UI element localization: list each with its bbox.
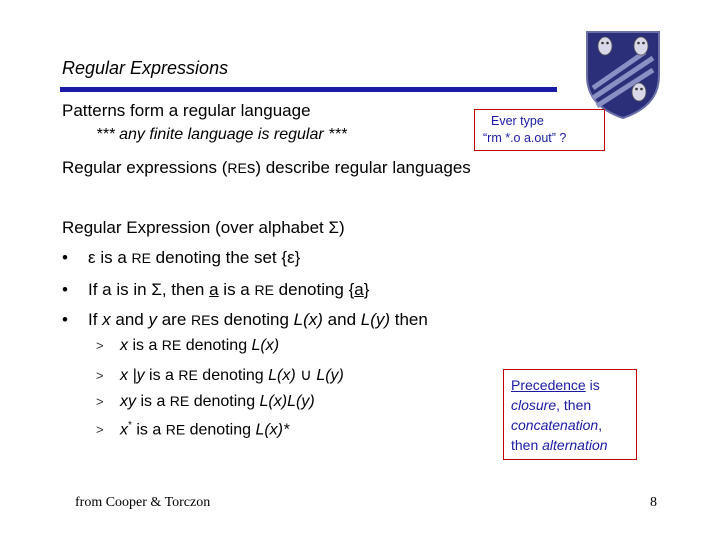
expr: x: [120, 421, 128, 439]
precedence-line-1: [511, 375, 629, 395]
text: denoting: [189, 393, 260, 410]
var-y: y: [148, 310, 157, 329]
bullet-compound: [62, 310, 428, 330]
sub-bullet-icon: >: [96, 368, 104, 383]
text: is in: [111, 280, 152, 299]
sigma-symbol: Σ: [328, 218, 339, 237]
lang: L(x): [268, 367, 296, 384]
lang-ly: L(y): [360, 310, 391, 329]
def-heading-suffix: ): [339, 218, 345, 237]
text: and: [110, 310, 149, 329]
text: }: [363, 280, 370, 299]
re-desc-prefix: Regular expressions (: [62, 158, 228, 177]
rm-callout: [474, 109, 605, 151]
text: then: [390, 310, 428, 329]
re-abbr: RE: [227, 160, 247, 176]
text: ,: [598, 417, 603, 433]
text: and: [322, 310, 361, 329]
re-abbr: RE: [178, 367, 198, 383]
re-abbr: RE: [165, 421, 186, 438]
bullet-epsilon: [62, 248, 300, 268]
text: s denoting: [210, 310, 294, 329]
text: , then: [556, 397, 592, 413]
re-abbr: RE: [191, 312, 211, 328]
precedence-word: Precedence: [511, 377, 586, 393]
callout-line-1: Ever type: [491, 114, 544, 128]
lang: L(x): [251, 337, 280, 354]
sub-item-closure: [96, 420, 289, 439]
text: denoting: [181, 337, 252, 354]
epsilon: ε: [287, 248, 295, 267]
epsilon: ε: [88, 248, 96, 267]
title-rule: [60, 87, 557, 92]
text: is a: [95, 248, 132, 267]
callout-line-2: “rm *.o a.out” ?: [483, 131, 567, 145]
def-heading-prefix: Regular Expression (over alphabet: [62, 218, 329, 237]
definition-heading: [62, 218, 345, 238]
closure-word: closure: [511, 397, 557, 413]
union-symbol: ∪: [295, 367, 317, 384]
var-x: x: [102, 310, 111, 329]
lang-lx: L(x): [293, 310, 323, 329]
text: is a: [131, 421, 166, 439]
text: is: [585, 377, 600, 393]
text: are: [156, 310, 192, 329]
re-abbr: RE: [254, 282, 274, 298]
page-number: 8: [650, 495, 657, 510]
expr: x: [120, 337, 128, 354]
text: then: [511, 437, 543, 453]
symbol-a-underlined: a: [354, 280, 364, 299]
slide-title: Regular Expressions: [62, 58, 229, 78]
bullet-symbol-a: [62, 280, 369, 300]
star-superscript: *: [128, 420, 132, 431]
re-abbr: RE: [161, 337, 182, 353]
alternation-word: alternation: [542, 437, 608, 453]
intro-text: Patterns form a regular language: [62, 101, 311, 120]
text: denoting the set {: [150, 248, 288, 267]
symbol-a: a: [102, 280, 112, 299]
lang: L(y): [316, 367, 344, 384]
sub-bullet-icon: >: [96, 394, 104, 409]
precedence-line-4: [511, 435, 629, 455]
expr: xy: [120, 393, 136, 410]
sub-item-x: [96, 337, 279, 355]
text: denoting {: [273, 280, 355, 299]
text: If: [88, 280, 103, 299]
finite-language-note: *** any finite language is regular ***: [96, 126, 347, 143]
bullet-icon: •: [62, 248, 68, 267]
precedence-callout: [503, 369, 637, 460]
text: is a: [218, 280, 255, 299]
text: denoting: [197, 367, 269, 384]
sub-item-concatenation: [96, 393, 315, 411]
concatenation-word: concatenation: [511, 417, 599, 433]
footer-credit: from Cooper & Torczon: [75, 495, 211, 510]
text: denoting: [185, 421, 256, 439]
lang: L(x)*: [255, 421, 290, 439]
text: is a: [128, 337, 162, 354]
symbol-a-underlined: a: [209, 280, 219, 299]
sub-bullet-icon: >: [96, 422, 104, 438]
re-abbr: RE: [169, 393, 190, 409]
text: is a: [136, 393, 170, 410]
university-crest-icon: [583, 28, 663, 120]
bullet-icon: •: [62, 310, 68, 329]
sub-item-alternation: [96, 365, 344, 385]
sub-bullet-icon: >: [96, 338, 104, 353]
text: is a: [144, 367, 179, 384]
precedence-line-3: [511, 415, 629, 435]
lang: L(x)L(y): [259, 393, 315, 410]
text: If: [88, 310, 103, 329]
text: }: [294, 248, 301, 267]
text: , then: [161, 280, 210, 299]
bullet-icon: •: [62, 280, 68, 299]
expr: x |y: [120, 367, 145, 384]
re-abbr: RE: [131, 250, 151, 266]
re-desc-suffix: s) describe regular languages: [246, 158, 471, 177]
re-description: [62, 158, 471, 178]
precedence-line-2: [511, 395, 629, 415]
sigma-symbol: Σ: [151, 280, 162, 299]
